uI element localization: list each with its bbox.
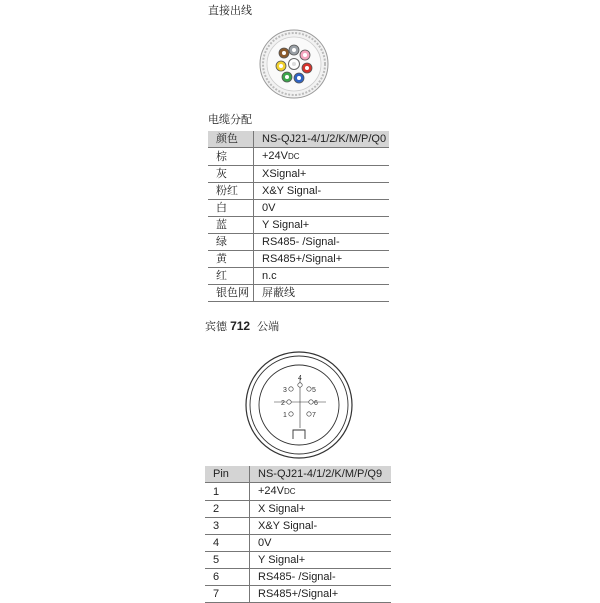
cell-color: 粉红 — [208, 183, 254, 200]
cell-pin: 6 — [205, 569, 250, 586]
section-title-direct-cable: 直接出线 — [208, 5, 252, 17]
table-row — [208, 268, 389, 285]
cell-color: 红 — [208, 268, 254, 285]
cell-signal: 屏蔽线 — [254, 285, 390, 302]
cell-signal: +24VDC — [250, 483, 392, 501]
table-row — [205, 518, 391, 535]
cell-signal: X&Y Signal- — [254, 183, 390, 200]
header-pin: Pin — [205, 466, 250, 483]
table-row — [205, 483, 391, 501]
pin-5 — [307, 387, 311, 391]
cell-signal: +24VDC — [254, 148, 390, 166]
pin-7 — [307, 412, 311, 416]
pin-1 — [289, 412, 293, 416]
connector-pinout-diagram — [244, 350, 354, 460]
pin-6-label: 6 — [314, 400, 318, 407]
connector-model: 712 — [230, 319, 251, 333]
table-row — [208, 285, 389, 302]
pin-4 — [298, 383, 302, 387]
connector-type: 公端 — [257, 321, 280, 333]
table-row — [208, 148, 389, 166]
table-row — [205, 535, 391, 552]
cell-color: 黄 — [208, 251, 254, 268]
section-title-wiring: 电缆分配 — [208, 114, 252, 126]
table-header-row — [208, 131, 389, 148]
pin-4-label: 4 — [298, 375, 302, 382]
table-row — [205, 552, 391, 569]
pin-3 — [289, 387, 293, 391]
cell-color: 绿 — [208, 234, 254, 251]
cell-color: 棕 — [208, 148, 254, 166]
cell-signal: n.c — [254, 268, 390, 285]
cell-pin: 2 — [205, 501, 250, 518]
table-row — [205, 501, 391, 518]
cell-signal: RS485+/Signal+ — [254, 251, 390, 268]
wire-color-table — [208, 131, 389, 302]
cell-signal: 0V — [254, 200, 390, 217]
cell-color: 蓝 — [208, 217, 254, 234]
cell-pin: 5 — [205, 552, 250, 569]
pin-7-label: 7 — [312, 412, 316, 419]
cell-color: 灰 — [208, 166, 254, 183]
header-color: 颜色 — [208, 131, 254, 148]
pin-1-label: 1 — [283, 412, 287, 419]
cell-signal: XSignal+ — [254, 166, 390, 183]
table-row — [208, 166, 389, 183]
table-row — [208, 183, 389, 200]
header-model: NS-QJ21-4/1/2/K/M/P/Q0 — [254, 131, 390, 148]
table-row — [205, 569, 391, 586]
cell-signal: Y Signal+ — [250, 552, 392, 569]
table-header-row — [205, 466, 391, 483]
cell-pin: 4 — [205, 535, 250, 552]
table-row — [208, 251, 389, 268]
connector-brand: 宾德 — [205, 321, 227, 333]
cell-signal: X&Y Signal- — [250, 518, 392, 535]
table-row — [208, 217, 389, 234]
table-row — [208, 234, 389, 251]
cell-signal: Y Signal+ — [254, 217, 390, 234]
header-model: NS-QJ21-4/1/2/K/M/P/Q9 — [250, 466, 392, 483]
pin-3-label: 3 — [283, 387, 287, 394]
section-title-connector — [205, 318, 279, 334]
cell-signal: RS485- /Signal- — [250, 569, 392, 586]
cable-cross-section-diagram — [258, 28, 330, 100]
pin-2-label: 2 — [281, 400, 285, 407]
cell-color: 银色网 — [208, 285, 254, 302]
cell-signal: X Signal+ — [250, 501, 392, 518]
cell-signal: 0V — [250, 535, 392, 552]
cell-color: 白 — [208, 200, 254, 217]
pin-5-label: 5 — [312, 387, 316, 394]
cell-signal: RS485- /Signal- — [254, 234, 390, 251]
cell-pin: 1 — [205, 483, 250, 501]
cell-pin: 3 — [205, 518, 250, 535]
table-row — [208, 200, 389, 217]
pinout-table — [205, 466, 391, 603]
cell-pin: 7 — [205, 586, 250, 603]
pin-2 — [287, 400, 291, 404]
cell-signal: RS485+/Signal+ — [250, 586, 392, 603]
pin-6 — [309, 400, 313, 404]
